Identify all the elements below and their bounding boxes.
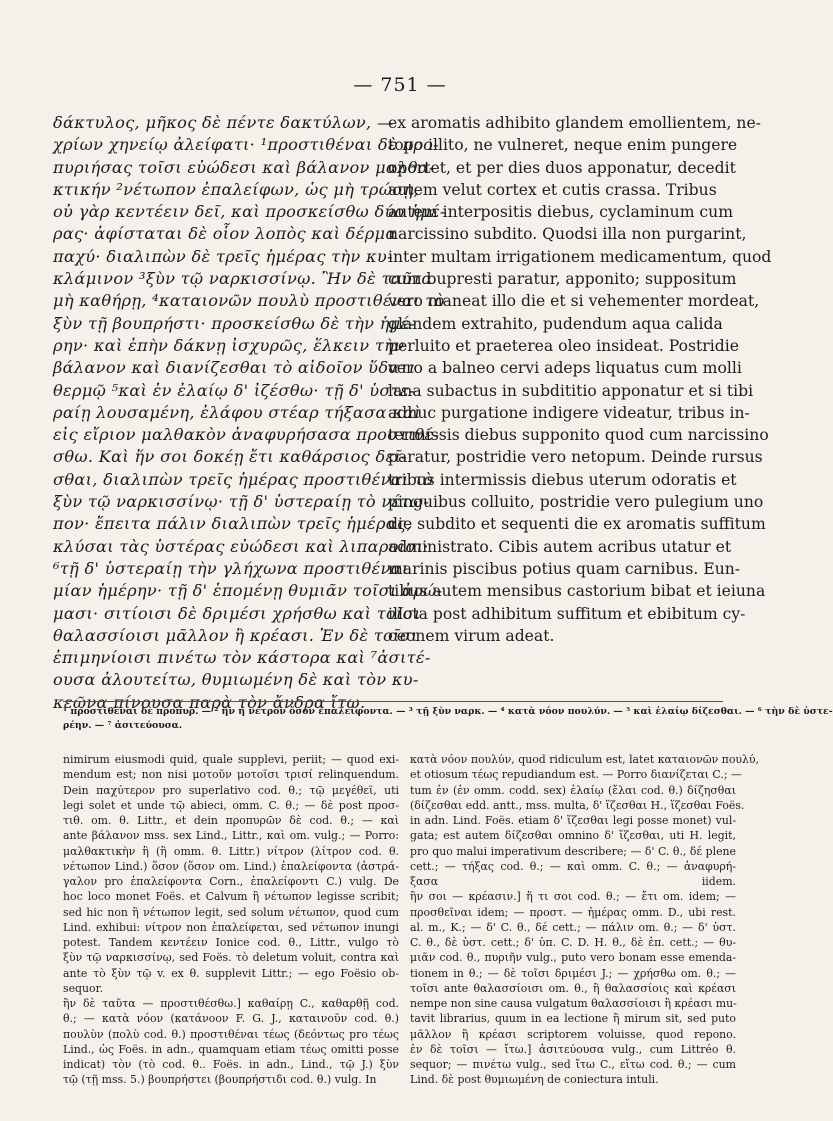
apparatus-line: ante τὸ ξὺν τῷ v. ex θ. supplevit Littr.; — ego Foësio ob- <box>63 966 399 980</box>
greek-text-line: ⁶τῇ δ' ὑστεραίῃ τὴν γλήχωνα προστιθέναι <box>53 558 409 578</box>
apparatus-line: indicat) τὸν (τὸ cod. θ.. Foës. in adn., Lind., τῷ J.) ξὺν <box>63 1058 399 1071</box>
latin-text-line: topo illito, ne vulneret, neque enim pungere <box>388 136 738 155</box>
latin-text-line: narcissino subdito. Quodsi illa non purgarint, <box>388 225 747 244</box>
latin-text-line: vero a balneo cervi adeps liquatus cum molli <box>388 359 742 378</box>
latin-text-line: ex aromatis adhibito glandem emollientem, ne- <box>388 114 761 132</box>
apparatus-line: νέτωπον Lind.) ὅσον (ὅσον om. Lind.) ἐπαλείφοντα (ἀστρά- <box>63 859 399 873</box>
latin-text-line: ceonem virum adeat. <box>388 626 555 645</box>
apparatus-line: sequor; — πινέτω vulg., sed ἴτω C., εἴτω cod. θ.; — cum <box>410 1058 736 1071</box>
apparatus-line: C. θ., δὲ ὑστ. cett.; δ' ὑπ. C. D. H. θ., δὲ ἐπ. cett.; — θυ- <box>410 936 736 949</box>
apparatus-line: Lind. exhibui: νίτρον non ἐπαλείφεται, sed νέτωπον inungi <box>63 920 399 934</box>
apparatus-line: et otiosum τέως repudiandum est. — Porro διανίζεται C.; — <box>410 768 742 782</box>
greek-text-line: πυριήσας τοῖσι εὐώδεσι καὶ βάλανον μαλθα- <box>53 157 435 177</box>
latin-text-line: autem velut cortex et cutis crassa. Tribus <box>388 180 717 199</box>
greek-text-line: ξὺν τῇ βουπρήστι· προσκείσθω δὲ τὴν ἡμέ- <box>53 313 416 333</box>
apparatus-line: πουλὺν (πολὺ cod. θ.) προστιθέναι τέως (δεόντως pro τέως <box>63 1027 399 1041</box>
greek-text-line: κλάμινον ³ξὺν τῷ ναρκισσίνῳ. Ἢν δὲ ταῦτα <box>53 269 433 289</box>
latin-text-line: perluito et praeterea oleo insideat. Postridie <box>388 336 739 355</box>
apparatus-line: in adn. Lind. Foës. etiam δ' ἵζεσθαι legi posse monet) vul- <box>410 814 736 827</box>
greek-text-line: μίαν ἡμέρην· τῇ δ' ἑπομένῃ θυμιᾶν τοῖσι ἀρώ- <box>53 581 443 601</box>
latin-text-line: paratur, postridie vero netopum. Deinde rursus <box>388 448 763 467</box>
apparatus-line: gata; est autem δίζεσθαι omnino δ' ἵζεσθαι, uti H. legit, <box>410 829 736 843</box>
apparatus-line: hoc loco monet Foës. et Calvum ἢ νέτωπον legisse scribit; <box>63 890 399 904</box>
apparatus-line: γαλον pro ἐπαλείφοντα Corn., ἐπαλείφοντι C.) vulg. De <box>63 875 399 888</box>
greek-text-line: δάκτυλος, μῆκος δὲ πέντε δακτύλων, — <box>53 113 394 132</box>
greek-text-line: χρίων χηνείῳ ἀλείφατι· ¹προστιθέναι δὲ προ- <box>53 135 439 155</box>
apparatus-line: κατὰ νόον πουλύν, quod ridiculum est, latet καταιονῶν πουλύ, <box>410 753 759 766</box>
greek-footnotes <box>63 705 833 732</box>
greek-text-line: κλύσαι τὰς ὑστέρας εὐώδεσι καὶ λιπαροῖσι· <box>53 536 429 556</box>
apparatus-line: (δίζεσθαι edd. antt., mss. multa, δ' ἵζεσθαι H., ἵζεσθαι Foës. <box>410 798 745 812</box>
footnote-rule <box>63 701 723 702</box>
apparatus-line: tavit librarius, quum in ea lectione ἢ mirum sit, sed puto <box>410 1012 736 1026</box>
greek-text-line: ἐπιμηνίοισι πινέτω τὸν κάστορα καὶ ⁷ἀσιτέ- <box>53 648 431 668</box>
apparatus-line: ἐν δὲ τοῖσι — ἴτω.] ἀσιτεύουσα vulg., cum Littréo θ. <box>410 1042 736 1056</box>
apparatus-line: μιᾶν cod. θ., πυριῆν vulg., puto vero bonam esse emenda- <box>410 951 736 965</box>
greek-text-line: πον· ἔπειτα πάλιν διαλιπὼν τρεῖς ἡμέρας, <box>53 514 412 534</box>
latin-text-line: oportet, et per dies duos apponatur, decedit <box>388 158 736 177</box>
latin-text-line: autem interpositis diebus, cyclaminum cum <box>388 203 733 222</box>
apparatus-line: cett.; — τήξας cod. θ.; — καὶ omm. C. θ.; — ἀναφυρή- <box>410 859 736 873</box>
greek-footnote-line: ρέην. — ⁷ ἀσιτεύουσα. <box>63 719 183 731</box>
latin-text-line: cum bupresti paratur, apponito; suppositum <box>388 270 737 289</box>
greek-text-line: κεῶνα πίνουσα παρὰ τὸν ἄνδρα ἴτω. <box>53 692 366 712</box>
greek-text-line: μασι· σιτίοισι δὲ δριμέσι χρήσθω καὶ τοῖσι <box>53 603 421 623</box>
apparatus-line: tum ἐν (ἐν omm. codd. sex) ἐλαίῳ (ἔλαι cod. θ.) δίζησθαι <box>410 783 736 797</box>
apparatus-line: tionem in θ.; — δὲ τοῖσι δριμέσι J.; — χρήσθω om. θ.; — <box>410 966 736 980</box>
latin-text-line: tribus intermissis diebus uterum odoratis et <box>388 470 737 489</box>
latin-text-line: adhuc purgatione indigere videatur, tribus in- <box>388 403 750 422</box>
page-number: — 751 — <box>353 74 447 96</box>
apparatus-line: ξὺν τῷ ναρκισσίνῳ, sed Foës. τὸ deletum voluit, contra καὶ <box>63 951 399 965</box>
apparatus-line: ante βάλανον mss. sex Lind., Littr., καὶ om. vulg.; — Porro: <box>63 829 399 843</box>
apparatus-line: al. m., K.; — δ' C. θ., δέ cett.; — πάλιν om. θ.; — δ' ὑστ. <box>410 920 736 934</box>
apparatus-line: legi solet et unde τῷ abieci, omm. C. θ.; — δὲ post προσ- <box>63 798 399 812</box>
apparatus-line: μαλθακτικὴν ἢ (ἢ omm. θ. Littr.) νίτρον (λίτρον cod. θ. <box>63 844 399 858</box>
apparatus-line: Dein παχύτερον pro superlativo cod. θ.; τῷ μεγέθεϊ, uti <box>63 783 399 797</box>
greek-text-line: σθαι, διαλιπὼν τρεῖς ἡμέρας προστιθέναι τὸ <box>53 469 434 489</box>
greek-text-line: μὴ καθήρῃ, ⁴καταιονῶν πουλὺ προστιθέναι τὸ <box>53 291 445 311</box>
apparatus-line: ἢν δὲ ταῦτα — προστιθέσθω.] καθαίρῃ C., καθαρθῇ cod. <box>63 997 399 1010</box>
apparatus-line: Lind., ὡς Foës. in adn., quamquam etiam τέως omitti posse <box>63 1042 399 1056</box>
latin-text-line: tibus autem mensibus castorium bibat et ieiuna <box>388 582 766 601</box>
apparatus-line: mendum est; non nisi μοτοῦν μοτοῖσι τρισί relinquendum. <box>63 768 399 782</box>
greek-text-line: ρην· καὶ ἐπὴν δάκνῃ ἰσχυρῶς, ἕλκειν τὴν <box>53 335 405 355</box>
greek-text-column <box>53 112 446 714</box>
greek-text-line: παχύ· διαλιπὼν δὲ τρεῖς ἡμέρας τὴν κυ- <box>53 246 393 266</box>
apparatus-line: sed hic non ἢ νέτωπον legit, sed solum νέτωπον, quod cum <box>63 905 399 919</box>
critical-apparatus-left <box>63 752 399 1088</box>
latin-translation-column <box>388 112 772 647</box>
greek-text-line: ουσα ἀλουτείτω, θυμιωμένη δὲ καὶ τὸν κυ- <box>53 670 419 690</box>
apparatus-line: μᾶλλον ἢ κρέασι scriptorem voluisse, quod repono. <box>410 1027 736 1041</box>
latin-text-line: marinis piscibus potius quam carnibus. Eun- <box>388 559 741 578</box>
apparatus-line: pro quo malui imperativum describere; — δ' C. θ., δέ plene <box>410 844 736 858</box>
apparatus-line: ἢν σοι — κρέασιν.] ἥ τι σοι cod. θ.; — ἔτι om. idem; — <box>410 890 736 904</box>
greek-text-line: ρας· ἀφίσταται δὲ οἷον λοπὸς καὶ δέρμα <box>53 224 397 244</box>
apparatus-line: θ.; — κατὰ νόον (κατάνοον F. G. J., καταινοῦν cod. θ.) <box>63 1012 399 1026</box>
greek-text-line: ραίῃ λουσαμένη, ἐλάφου στέαρ τήξασα καὶ <box>53 402 421 422</box>
greek-text-line: ξὺν τῷ ναρκισσίνῳ· τῇ δ' ὑστεραίῃ τὸ νέτω- <box>53 492 429 512</box>
greek-text-line: κτικήν ²νέτωπον ἐπαλείφων, ὡς μὴ τρώσῃ, <box>53 179 420 199</box>
latin-text-line: pinguibus colluito, postridie vero pulegium uno <box>388 493 764 512</box>
apparatus-line: nempe non sine causa vulgatum θαλασσίοισι ἢ κρέασι mu- <box>410 997 737 1010</box>
latin-text-line: vero maneat illo die et si vehementer mordeat, <box>388 292 760 311</box>
apparatus-line: τιθ. om. θ. Littr., et dein προπυρῶν δὲ cod. θ.; — καὶ <box>63 814 399 827</box>
apparatus-line: τοῖσι ante θαλασσίοισι om. θ., ἢ θαλασσίοις καὶ κρέασι <box>410 981 736 995</box>
apparatus-line: τῷ (τῇ mss. 5.) βουπρήστει (βουπρήστιδι cod. θ.) vulg. In <box>63 1073 377 1087</box>
apparatus-line: potest. Tandem κεντέειν Ionice cod. θ., Littr., vulgo τὸ <box>63 936 399 949</box>
latin-text-line: administrato. Cibis autem acribus utatur et <box>388 537 732 556</box>
latin-text-line: die subdito et sequenti die ex aromatis suffitum <box>388 515 766 534</box>
apparatus-line: Lind. δὲ post θυμιωμένη de coniectura intuli. <box>410 1073 659 1087</box>
greek-text-line: εἰς εἴριον μαλθακὸν ἀναφυρήσασα προστιθέ- <box>53 425 440 445</box>
greek-text-line: βάλανον καὶ διανίζεσθαι τὸ αἰδοῖον ὕδατι <box>53 358 416 378</box>
latin-text-line: illota post adhibitum suffitum et ebibitum cy- <box>388 604 746 623</box>
greek-text-line: σθω. Καὶ ἥν σοι δοκέῃ ἔτι καθάρσιος δεῖ- <box>53 447 407 467</box>
critical-apparatus-right <box>410 752 759 1088</box>
latin-text-line: inter multam irrigationem medicamentum, quod <box>388 247 772 266</box>
latin-text-line: termissis diebus supponito quod cum narcissino <box>388 426 769 445</box>
greek-text-line: θαλασσίοισι μᾶλλον ἢ κρέασι. Ἐν δὲ τοῖσι <box>53 625 418 645</box>
apparatus-line: προσθεῖναι idem; — προστ. — ἡμέρας omm. D., ubi rest. <box>410 905 736 919</box>
greek-text-line: οὐ γὰρ κεντέειν δεῖ, καὶ προσκείσθω δύο ἡμέ- <box>53 202 446 222</box>
apparatus-line: sequor. <box>63 981 104 995</box>
latin-text-line: glandem extrahito, pudendum aqua calida <box>388 314 723 333</box>
apparatus-line: nimirum eiusmodi quid, quale supplevi, periit; — quod exi- <box>63 753 399 766</box>
latin-text-line: lana subactus in subdititio apponatur et si tibi <box>388 381 754 400</box>
greek-footnote-line: ¹ προστιθέναι δὲ προπυρ. — ² ἢν ἡ νέτρον ὅσον ἐπαλείφοντα. — ³ τῇ ξὺν ναρκ. — ⁴ κατὰ νόον πουλύν. — ⁵ καὶ ἐλαίῳ δίζεσθαι. — ⁶ τὴν δὲ ὑστε- <box>63 706 833 717</box>
apparatus-line: ξασα iidem. <box>410 875 736 888</box>
greek-text-line: θερμῷ ⁵καὶ ἐν ἐλαίῳ δ' ἰζέσθω· τῇ δ' ὑστε- <box>53 380 415 400</box>
